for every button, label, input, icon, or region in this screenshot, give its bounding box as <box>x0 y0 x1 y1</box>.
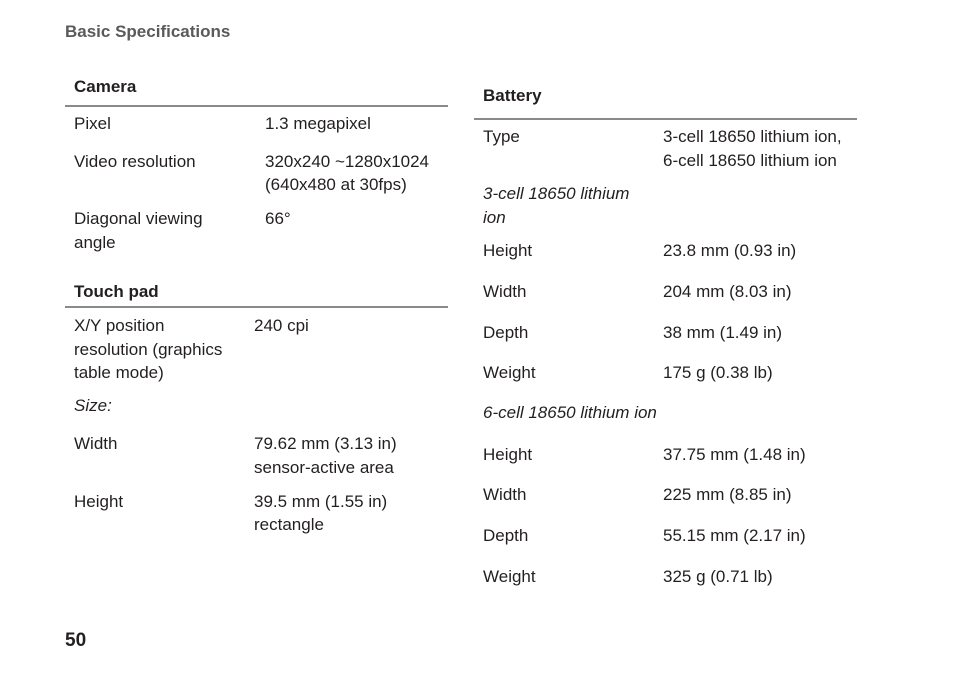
battery-heading: Battery <box>483 86 542 105</box>
touchpad-height-value: 39.5 mm (1.55 in) <box>254 492 388 511</box>
touchpad-heading: Touch pad <box>74 282 159 301</box>
battery-3cell-depth-value: 38 mm (1.49 in) <box>663 323 783 342</box>
battery-6cell-height-value: 37.75 mm (1.48 in) <box>663 445 806 464</box>
camera-angle-label: Diagonal viewing <box>74 209 203 228</box>
touchpad-height-value-2: rectangle <box>254 515 324 534</box>
battery-3cell-title: 3-cell 18650 lithium <box>483 184 630 203</box>
battery-6cell-width-value: 225 mm (8.85 in) <box>663 485 792 504</box>
camera-heading: Camera <box>74 77 137 96</box>
touchpad-width-value: 79.62 mm (3.13 in) <box>254 434 397 453</box>
battery-3cell-weight-label: Weight <box>483 363 536 382</box>
camera-video-value-2: (640x480 at 30fps) <box>265 175 407 194</box>
battery-3cell-width-label: Width <box>483 282 527 301</box>
battery-6cell-width-label: Width <box>483 485 527 504</box>
camera-video-label: Video resolution <box>74 152 196 171</box>
touchpad-size-label: Size: <box>74 396 112 415</box>
touchpad-width-label: Width <box>74 434 118 453</box>
touchpad-xy-label-3: table mode) <box>74 363 164 382</box>
touchpad-rule <box>65 306 448 308</box>
battery-6cell-depth-value: 55.15 mm (2.17 in) <box>663 526 806 545</box>
battery-type-value-2: 6-cell 18650 lithium ion <box>663 151 837 170</box>
touchpad-xy-value: 240 cpi <box>254 316 309 335</box>
camera-angle-value: 66° <box>265 209 291 228</box>
camera-pixel-value: 1.3 megapixel <box>265 114 371 133</box>
battery-3cell-width-value: 204 mm (8.03 in) <box>663 282 792 301</box>
battery-type-value: 3-cell 18650 lithium ion, <box>663 127 842 146</box>
page-header: Basic Specifications <box>65 22 231 41</box>
camera-rule <box>65 105 448 107</box>
battery-6cell-title: 6-cell 18650 lithium ion <box>483 403 657 422</box>
touchpad-xy-label-2: resolution (graphics <box>74 340 223 359</box>
battery-rule <box>474 118 857 120</box>
battery-3cell-title-2: ion <box>483 208 506 227</box>
page-number: 50 <box>65 630 87 651</box>
touchpad-xy-label: X/Y position <box>74 316 165 335</box>
touchpad-height-label: Height <box>74 492 124 511</box>
battery-type-label: Type <box>483 127 520 146</box>
battery-3cell-height-label: Height <box>483 241 533 260</box>
battery-6cell-height-label: Height <box>483 445 533 464</box>
camera-video-value: 320x240 ~1280x1024 <box>265 152 430 171</box>
battery-6cell-depth-label: Depth <box>483 526 529 545</box>
battery-6cell-weight-value: 325 g (0.71 lb) <box>663 567 773 586</box>
battery-3cell-height-value: 23.8 mm (0.93 in) <box>663 241 797 260</box>
camera-angle-label-2: angle <box>74 233 116 252</box>
camera-pixel-label: Pixel <box>74 114 111 133</box>
battery-3cell-weight-value: 175 g (0.38 lb) <box>663 363 773 382</box>
battery-3cell-depth-label: Depth <box>483 323 529 342</box>
battery-6cell-weight-label: Weight <box>483 567 536 586</box>
touchpad-width-value-2: sensor-active area <box>254 458 394 477</box>
